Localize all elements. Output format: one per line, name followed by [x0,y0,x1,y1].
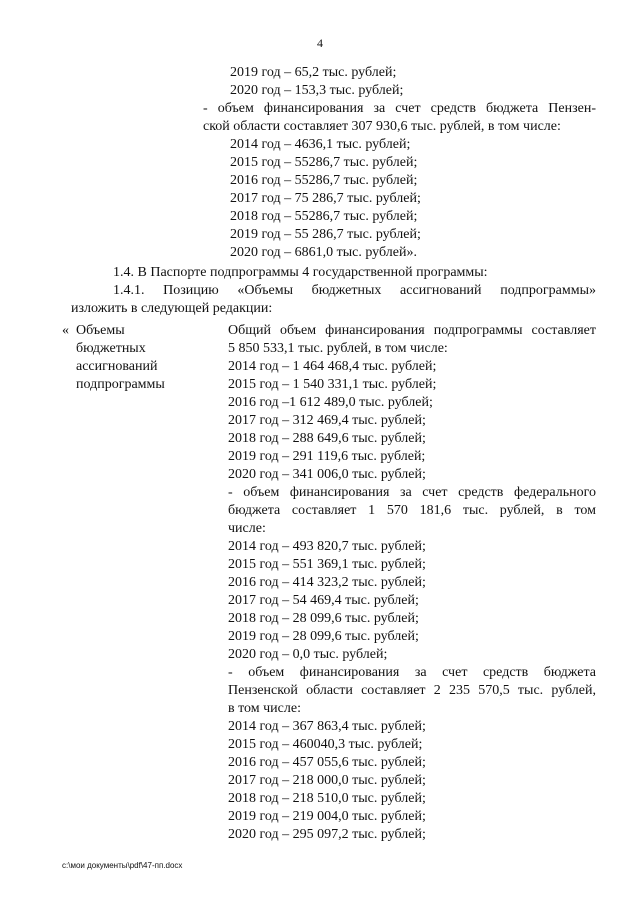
year-line: 2020 год – 295 097,2 тыс. рублей; [228,827,426,842]
year-line: 2017 год – 312 469,4 тыс. рублей; [228,413,426,428]
section-heading: 1.4. В Паспорте подпрограммы 4 государственной программы: [113,265,488,280]
regional-line: Пензенской области составляет 2 235 570,5 тыс. рублей, [228,683,596,698]
regional-intro-line: ской области составляет 307 930,6 тыс. рублей, в том числе: [203,119,561,134]
section-paragraph-line: изложить в следующей редакции: [71,301,273,316]
year-line: 2020 год – 6861,0 тыс. рублей». [230,245,417,260]
year-line: 2018 год – 55286,7 тыс. рублей; [230,209,418,224]
year-line: 2016 год – 414 323,2 тыс. рублей; [228,575,426,590]
year-line: 2018 год – 218 510,0 тыс. рублей; [228,791,426,806]
table-label-line: Объемы [76,323,125,338]
year-line: 2016 год – 55286,7 тыс. рублей; [230,173,418,188]
federal-line: числе: [228,521,266,536]
table-label-line: подпрограммы [76,377,165,392]
table-label-line: бюджетных [76,341,146,356]
year-line: 2014 год – 493 820,7 тыс. рублей; [228,539,426,554]
year-line: 2016 год –1 612 489,0 тыс. рублей; [228,395,433,410]
year-line: 2019 год – 65,2 тыс. рублей; [230,65,397,80]
section-paragraph-line: 1.4.1. Позицию «Объемы бюджетных ассигнований подпрограммы» [113,283,596,298]
year-line: 2020 год – 341 006,0 тыс. рублей; [228,467,426,482]
year-line: 2015 год – 1 540 331,1 тыс. рублей; [228,377,437,392]
year-line: 2018 год – 288 649,6 тыс. рублей; [228,431,426,446]
year-line: 2015 год – 460040,3 тыс. рублей; [228,737,423,752]
open-quote: « [62,323,69,338]
total-line: Общий объем финансирования подпрограммы составляет [228,323,596,338]
page-number: 4 [317,36,323,50]
year-line: 2017 год – 54 469,4 тыс. рублей; [228,593,419,608]
year-line: 2015 год – 55286,7 тыс. рублей; [230,155,418,170]
federal-line: бюджета составляет 1 570 181,6 тыс. рублей, в том [228,503,596,518]
total-line: 5 850 533,1 тыс. рублей, в том числе: [228,341,448,356]
year-line: 2014 год – 4636,1 тыс. рублей; [230,137,411,152]
year-line: 2020 год – 0,0 тыс. рублей; [228,647,388,662]
year-line: 2014 год – 1 464 468,4 тыс. рублей; [228,359,437,374]
year-line: 2020 год – 153,3 тыс. рублей; [230,83,404,98]
regional-line: - объем финансирования за счет средств бюджета [228,665,596,680]
year-line: 2015 год – 551 369,1 тыс. рублей; [228,557,426,572]
year-line: 2018 год – 28 099,6 тыс. рублей; [228,611,419,626]
year-line: 2014 год – 367 863,4 тыс. рублей; [228,719,426,734]
year-line: 2016 год – 457 055,6 тыс. рублей; [228,755,426,770]
year-line: 2019 год – 55 286,7 тыс. рублей; [230,227,421,242]
table-label-line: ассигнований [76,359,158,374]
regional-intro-line: - объем финансирования за счет средств бюджета Пензен- [203,101,596,116]
year-line: 2017 год – 218 000,0 тыс. рублей; [228,773,426,788]
year-line: 2019 год – 28 099,6 тыс. рублей; [228,629,419,644]
regional-line: в том числе: [228,701,301,716]
year-line: 2019 год – 219 004,0 тыс. рублей; [228,809,426,824]
federal-line: - объем финансирования за счет средств федерального [228,485,596,500]
file-path-footer: c:\мои документы\pdf\47-пп.docx [62,861,183,870]
year-line: 2019 год – 291 119,6 тыс. рублей; [228,449,426,464]
year-line: 2017 год – 75 286,7 тыс. рублей; [230,191,421,206]
